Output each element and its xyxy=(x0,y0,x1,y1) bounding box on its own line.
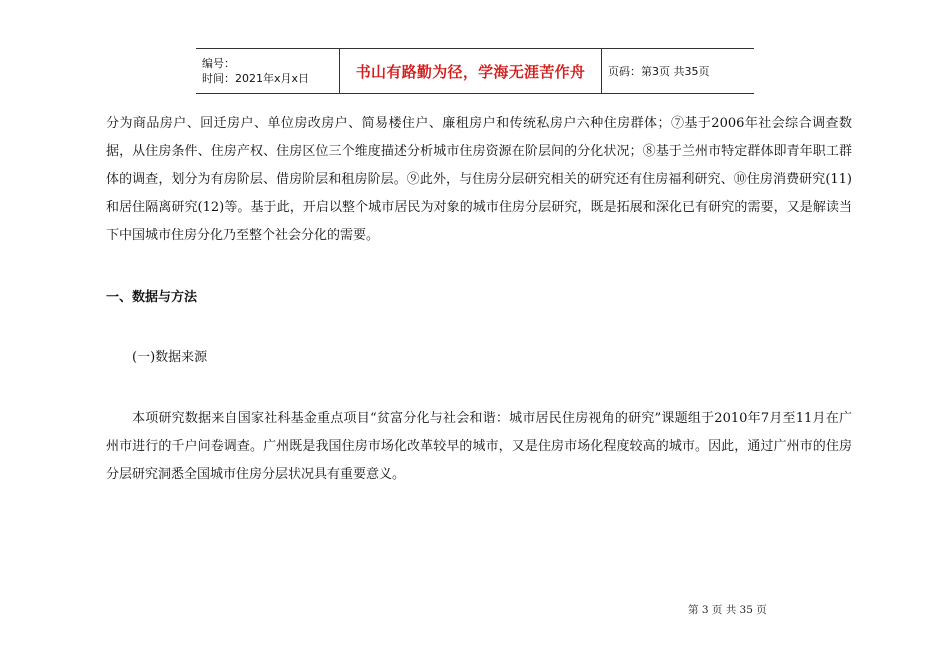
document-header xyxy=(196,48,754,94)
subsection-heading: (一)数据来源 xyxy=(132,350,208,365)
header-motto-cell xyxy=(340,49,602,93)
header-time-label: 时间：2021年x月x日 xyxy=(202,72,310,85)
header-number-label: 编号： xyxy=(202,57,235,70)
section-heading: 一、数据与方法 xyxy=(106,290,198,305)
header-page-label: 页码：第3页 共35页 xyxy=(608,65,710,78)
header-meta-cell xyxy=(196,49,340,93)
page-footer: 第 3 页 共 35 页 xyxy=(688,604,767,616)
header-motto: 书山有路勤为径，学海无涯苦作舟 xyxy=(355,62,586,81)
paragraph-data-source: 本项研究数据来自国家社科基金重点项目“贫富分化与社会和谐：城市居民住房视角的研究”课题组于2010年7月至11月在广州市进行的千户问卷调查。广州既是我国住房市场化改革较早的城市，又是住房市场化程度较高的城市。因此，通过广州市的住房分层研究洞悉全国城市住房分层状况具有重要意义。 xyxy=(106,411,852,482)
document-body xyxy=(106,110,852,489)
paragraph-continued: 分为商品房户、回迁房户、单位房改房户、简易楼住户、廉租房户和传统私房户六种住房群体；⑦基于2006年社会综合调查数据，从住房条件、住房产权、住房区位三个维度描述分析城市住房资源在阶层间的分化状况；⑧基于兰州市特定群体即青年职工群体的调查，划分为有房阶层、借房阶层和租房阶层。⑨此外，与住房分层研究相关的研究还有住房福利研究、⑩住房消费研究(11)和居住隔离研究(12)等。基于此，开启以整个城市居民为对象的城市住房分层研究，既是拓展和深化已有研究的需要，又是解读当下中国城市住房分化乃至整个社会分化的需要。 xyxy=(106,116,852,243)
header-page-cell xyxy=(602,49,754,93)
